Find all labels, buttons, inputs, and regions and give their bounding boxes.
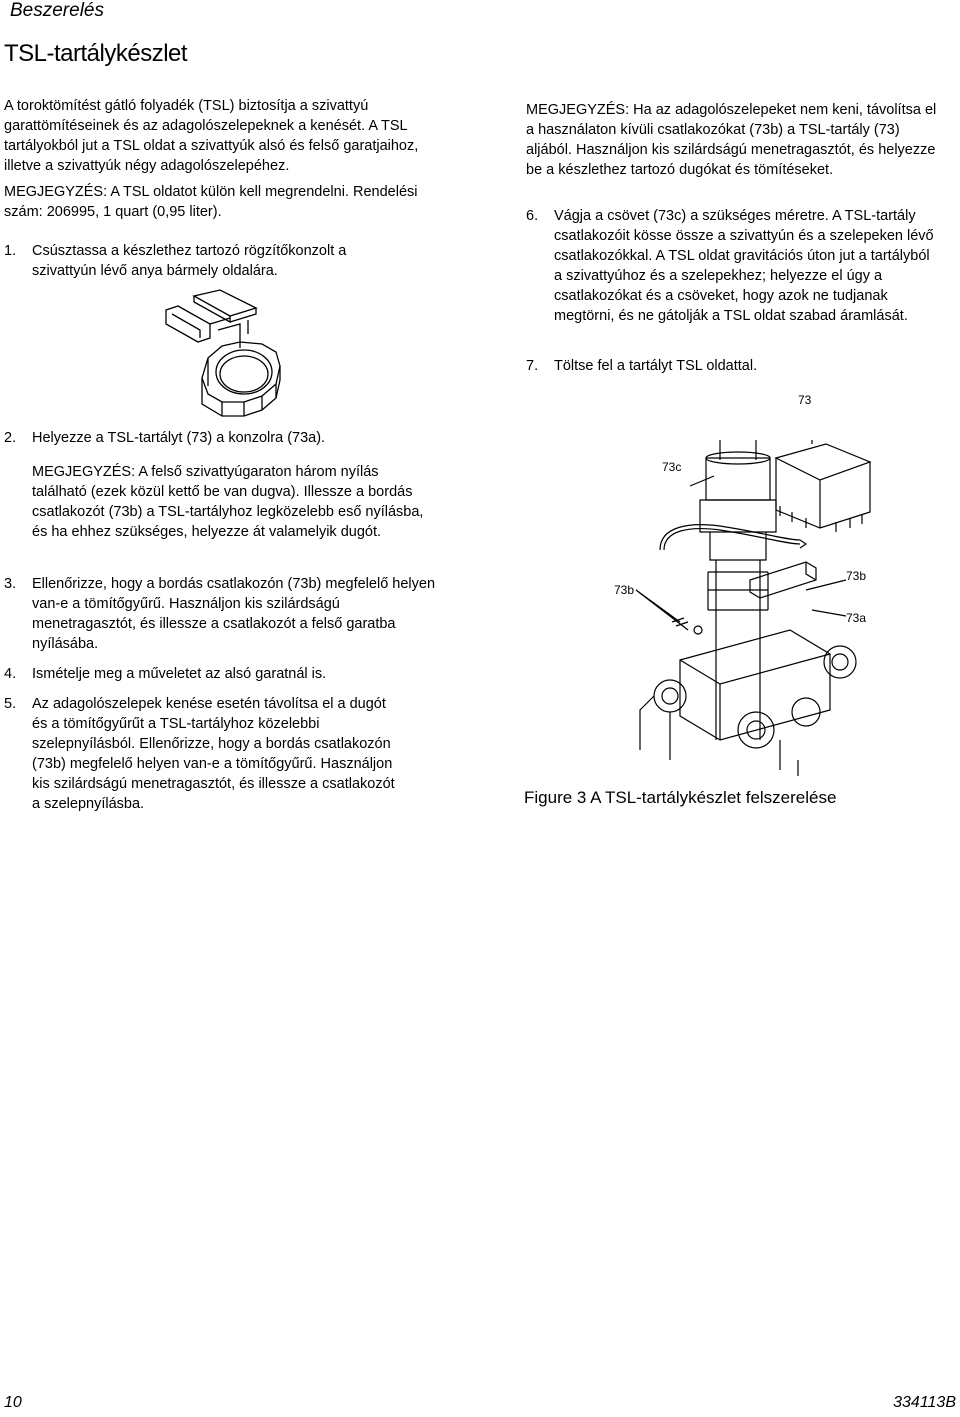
document-number: 334113B [893,1394,956,1411]
note-label: MEGJEGYZÉS: [4,184,108,200]
step-text: Helyezze a TSL-tartályt (73) a konzolra (73a). [32,430,326,446]
step-text: Vágja a csövet (73c) a szükséges méretre. A TSL-tartály csatlakozóit kösse össze a szivattyún és a szelepeken lévő csatlakozókkal. A TSL oldat gravitációs úton jut a tartályból a szivattyúhoz és a szelepekhez; helyezze el úgy a csatlakozókat és a csöveket, hogy azok ne tudjanak megtörni, és ne gátolják a TSL oldat szabad áramlását. [554,208,934,324]
note-1 [4,182,434,222]
intro-paragraph [4,96,434,176]
note-label: MEGJEGYZÉS: [32,464,136,480]
bracket-nut-illustration [158,286,318,422]
step-text: Az adagolószelepek kenése esetén távolítsa el a dugót és a tömítőgyűrűt a TSL-tartályhoz közelebbi szelepnyílásból. Ellenőrizze, hogy a bordás csatlakozón (73b) megfelelő helyen van-e a tömítőgyűrű. Használjon kis szilárdságú menetragasztót, és illessze a csatlakozót a szelepnyílásba. [32,696,395,812]
step-number: 4. [4,666,17,682]
note-text: Ha az adagolószelepeket nem keni, távolítsa el a használaton kívüli csatlakozókat (73b) a TSL-tartály (73) aljából. Használjon kis szilárdságú menetragasztót, és helyezze be a készlethez tartozó dugókat és tömítéseket. [526,102,937,178]
tsl-kit-installation-figure [580,440,900,780]
section-header: Beszerelés [10,0,104,21]
step-number: 3. [4,576,17,592]
step-number: 5. [4,696,17,712]
page-title: TSL-tartálykészlet [4,40,188,67]
callout-73b-right: 73b [846,569,867,583]
callout-73b-left: 73b [614,583,635,597]
step-text: Ismételje meg a műveletet az alsó garatnál is. [32,666,327,682]
step-number: 6. [526,208,539,224]
page-number: 10 [4,1394,22,1411]
step-number: 7. [526,358,539,374]
callout-73: 73 [798,393,812,407]
step-text: Ellenőrizze, hogy a bordás csatlakozón (73b) megfelelő helyen van-e a tömítőgyűrű. Használjon kis szilárdságú menetragasztót, és illessze a csatlakozót a felső garatba nyílásába. [32,576,436,652]
note-2 [32,462,434,542]
step-number: 1. [4,243,17,259]
step-text: Töltse fel a tartályt TSL oldattal. [554,358,758,374]
note-3 [526,100,946,180]
step-number: 2. [4,430,17,446]
intro-text: A toroktömítést gátló folyadék (TSL) biztosítja a szivattyú garattömítéseinek és az adagolószelepeknek a kenését. A TSL tartályokból jut a TSL oldat a szivattyúk alsó és felső garatjaihoz, illetve a szivattyúk négy adagolószelepéhez. [4,98,419,174]
figure-caption: Figure 3 A TSL-tartálykészlet felszerelése [524,788,837,807]
callout-73c: 73c [662,460,682,474]
step-text: Csúsztassa a készlethez tartozó rögzítőkonzolt a szivattyún lévő anya bármely oldalára. [32,243,347,279]
note-text: A TSL oldatot külön kell megrendelni. Rendelési szám: 206995, 1 quart (0,95 liter). [4,184,418,220]
callout-73a: 73a [846,611,867,625]
note-label: MEGJEGYZÉS: [526,102,630,118]
note-text: A felső szivattyúgaraton három nyílás található (ezek közül kettő be van dugva). Illessze a bordás csatlakozót (73b) a TSL-tartályhoz legközelebb eső nyílásba, és ha ehhez szükséges, helyezze át valamelyik dugót. [32,464,424,540]
